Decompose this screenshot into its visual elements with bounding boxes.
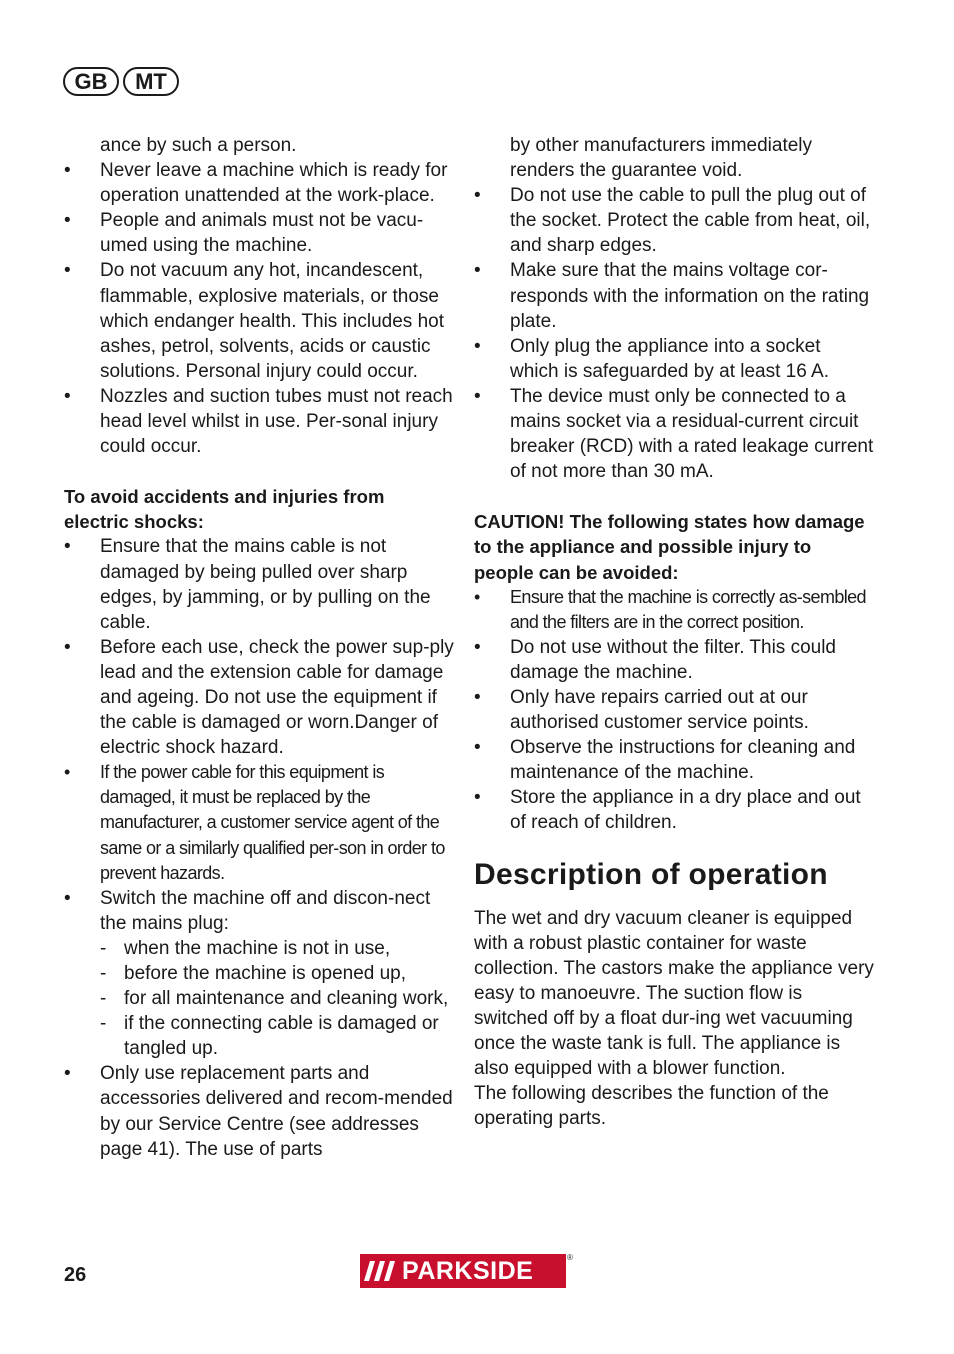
list-item: • Do not vacuum any hot, incandescent, flammable, explosive materials, or those which endanger health. This includes hot ashes, petrol, solvents, acids or caustic solutions. Personal injury could occur. [64,258,454,383]
list-item: • Only plug the appliance into a socket which is safeguarded by at least 16 A. [474,334,874,384]
list-item: • People and animals must not be vacu-umed using the machine. [64,208,454,258]
page-number: 26 [64,1264,87,1286]
list-item: • Only have repairs carried out at our authorised customer service points. [474,685,874,735]
caution-list [474,585,874,836]
sub-list-item: - for all maintenance and cleaning work, [100,986,454,1011]
list-item: • Nozzles and suction tubes must not reach head level whilst in use. Per-sonal injury could occur. [64,384,454,459]
logo-stripes-icon [364,1257,398,1285]
list-item: • Never leave a machine which is ready for operation unattended at the work-place. [64,158,454,208]
safety-list-2 [474,183,874,484]
list-item: • Before each use, check the power sup-ply lead and the extension cable for damage and ageing. Do not use the equipment if the cable is damaged or worn.Danger of electric shock hazard. [64,635,454,760]
list-item-text: Switch the machine off and discon-nect the mains plug: [100,887,431,934]
left-column [64,133,454,1162]
sub-list-item: - when the machine is not in use, [100,936,454,961]
language-badge-mt: MT [123,67,179,96]
logo-text: PARKSIDE [402,1256,534,1285]
list-item: • Make sure that the mains voltage cor-responds with the information on the rating plate. [474,258,874,333]
list-item: • Observe the instructions for cleaning and maintenance of the machine. [474,735,874,785]
description-paragraph: The wet and dry vacuum cleaner is equipped with a robust plastic container for waste collection. The castors make the appliance very easy to manoeuvre. The suction flow is switched off by a float dur-ing wet vacuuming once the waste tank is full. The appliance is also equipped with a blower function. [474,907,874,1080]
sub-list [100,936,454,1061]
list-item: • Do not use the cable to pull the plug out of the socket. Protect the cable from heat, oil, and sharp edges. [474,183,874,258]
list-item: • Store the appliance in a dry place and out of reach of children. [474,785,874,835]
right-column [474,133,874,1131]
intro-continuation: ance by such a person. [100,135,297,156]
language-badges [63,67,179,96]
safety-list-1 [64,158,454,459]
registered-mark: ® [567,1253,573,1262]
electric-shock-heading: To avoid accidents and injuries from electric shocks: [64,486,385,533]
list-item: • Ensure that the mains cable is not damaged by being pulled over sharp edges, by jamming, or by pulling on the cable. [64,534,454,634]
right-continuation: by other manufacturers immediately renders the guarantee void. [510,135,813,182]
list-item-with-subitems [64,886,454,1062]
caution-heading: CAUTION! The following states how damage to the appliance and possible injury to people can be avoided: [474,511,865,583]
list-item: • The device must only be connected to a mains socket via a residual-current circuit breaker (RCD) with a rated leakage current of not more than 30 mA. [474,384,874,484]
parkside-logo [360,1254,566,1288]
list-item: • Only use replacement parts and accessories delivered and recom-mended by our Service Centre (see addresses page 41). The use of parts [64,1061,454,1161]
description-paragraph: The following describes the function of the operating parts. [474,1083,829,1130]
list-item: • If the power cable for this equipment is damaged, it must be replaced by the manufacturer, a customer service agent of the same or a similarly qualified per-son in order to prevent hazards. [64,760,454,885]
list-item: • Ensure that the machine is correctly as-sembled and the filters are in the correct position. [474,585,874,635]
sub-list-item: - before the machine is opened up, [100,961,454,986]
language-badge-gb: GB [63,67,119,96]
section-title: Description of operation [474,857,828,891]
list-item: • Do not use without the filter. This could damage the machine. [474,635,874,685]
sub-list-item: - if the connecting cable is damaged or tangled up. [100,1011,454,1061]
electric-safety-list [64,534,454,1161]
